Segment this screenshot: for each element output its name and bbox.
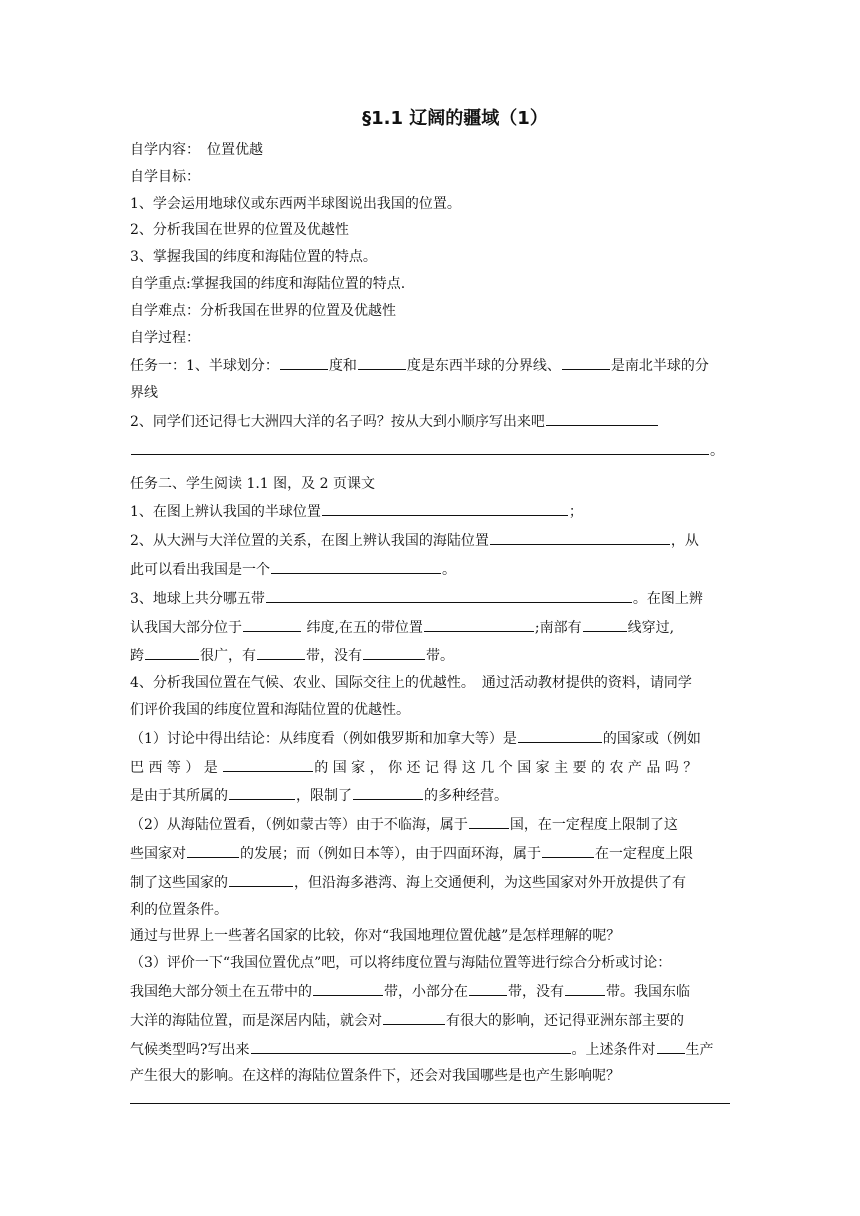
blank-high-latitude[interactable] [518,724,602,743]
point2-line3: 制了这些国家的 ，但沿海多港湾、海上交通便利，为这些国家对外开放提供了有 [130,868,730,897]
difficulty: 自学难点：分析我国在世界的位置及优越性 [130,302,396,319]
point2-line2: 些国家对 的发展；而（例如日本等），由于四面环海，属于 在一定程度上限 [130,839,730,868]
point1-line1: （1）讨论中得出结论：从纬度看（例如俄罗斯和加拿大等）是 的国家或（例如 [130,724,730,753]
point3-line4: 气候类型吗?写出来 。上述条件对 生产 [130,1035,730,1064]
blank-climate-zone[interactable] [229,781,295,800]
task2-heading: 任务二、学生阅读 1.1 图，及 2 页课文 [130,475,375,492]
point3-line5: 产生很大的影响。在这样的海陆位置条件下，还会对我国哪些是也产生影响呢？ [130,1068,620,1085]
blank-five-zones[interactable] [266,584,632,603]
blank-hemisphere[interactable] [322,497,568,516]
blank-agriculture[interactable] [353,781,423,800]
task2-item2-line2: 此可以看出我国是一个 。 [130,555,730,584]
answer-line[interactable] [130,1102,730,1104]
task2-item3-line2: 认我国大部分位于 纬度,在五的带位置 ;南部有 线穿过, [130,613,730,642]
blank-tropic[interactable] [583,613,627,632]
goals-heading: 自学目标： [130,168,200,185]
blank-low-latitude[interactable] [223,753,313,772]
goal-1: 1、学会运用地球仪或东西两半球图说出我国的位置。 [130,195,461,212]
blank-main-zone[interactable] [313,977,383,996]
goal-3: 3、掌握我国的纬度和海陆位置的特点。 [130,249,377,266]
point3-line2: 我国绝大部分领土在五带中的 带，小部分在 带，没有 带。我国东临 [130,977,730,1006]
point2-line1: （2）从海陆位置看，（例如蒙古等）由于不临海，属于 国，在一定程度上限制了这 [130,810,730,839]
blank-landlocked[interactable] [469,810,509,829]
point3-line1: （3）评价一下“我国位置优点”吧，可以将纬度位置与海陆位置等进行综合分析或讨论： [130,955,672,972]
blank-land-sea[interactable] [490,526,670,545]
blank-island-country[interactable] [542,839,594,858]
worksheet [130,105,730,1104]
page-title: §1.1 辽阔的疆域（1） [362,108,548,129]
blank-zone-position[interactable] [424,613,534,632]
blank-continents[interactable] [546,407,658,426]
blank-minor-zone[interactable] [469,977,507,996]
blank-span[interactable] [145,641,199,660]
task1-line2: 界线 [130,385,158,402]
task2-item4-line2: 们评价我国的纬度位置和海陆位置的优越性。 [130,701,410,718]
task2-item4-line1: 4、分析我国位置在气候、农业、国际交往上的优越性。 通过活动教材提供的资料，请同学 [130,675,692,692]
blank-limitation[interactable] [229,868,293,887]
process-heading: 自学过程： [130,329,200,346]
blank-influence[interactable] [383,1006,445,1025]
point3-line3: 大洋的海陆位置，而是深居内陆，就会对 有很大的影响，还记得亚洲东部主要的 [130,1006,730,1035]
blank-absent-zone[interactable] [565,977,605,996]
self-study-content: 自学内容： 位置优越 [130,142,263,158]
blank-meridian-1[interactable] [280,351,328,370]
point1-line3: 是由于其所属的 ，限制了 的多种经营。 [130,781,730,810]
task2-item2-line1: 2、从大洲与大洋位置的关系，在图上辨认我国的海陆位置 ，从 [130,526,730,555]
task2-item1: 1、在图上辨认我国的半球位置 ； [130,497,730,526]
blank-no-zone[interactable] [363,641,425,660]
blank-country-type[interactable] [271,555,441,574]
point1-line2: 巴 西 等 ） 是 的 国 家 ， 你 还 记 得 这 几 个 国 家 主 要 的 农 产 品 吗 ？ [130,753,730,782]
blank-oceans[interactable] [131,436,709,455]
task1-item2-cont: 。 [130,436,730,465]
task1-item2: 2、同学们还记得七大洲四大洋的名子吗？按从大到小顺序写出来吧 [130,407,730,436]
blank-development[interactable] [187,839,239,858]
task1-line1: 任务一：1、半球划分： 度和 度是东西半球的分界线、 是南北半球的分 [130,351,730,380]
blank-latitude[interactable] [243,613,301,632]
blank-production[interactable] [657,1035,685,1054]
key-point: 自学重点:掌握我国的纬度和海陆位置的特点. [130,275,406,292]
blank-has-zone[interactable] [257,641,305,660]
comparison-question: 通过与世界上一些著名国家的比较，你对“我国地理位置优越”是怎样理解的呢？ [130,928,621,945]
blank-climate-type[interactable] [251,1035,571,1054]
task2-item3-line3: 跨 很广，有 带，没有 带。 [130,641,730,670]
task2-item3-line1: 3、地球上共分哪五带 。在图上辨 [130,584,730,613]
goal-2: 2、分析我国在世界的位置及优越性 [130,222,349,239]
blank-equator[interactable] [562,351,610,370]
point2-line4: 利的位置条件。 [130,901,228,918]
blank-meridian-2[interactable] [358,351,406,370]
